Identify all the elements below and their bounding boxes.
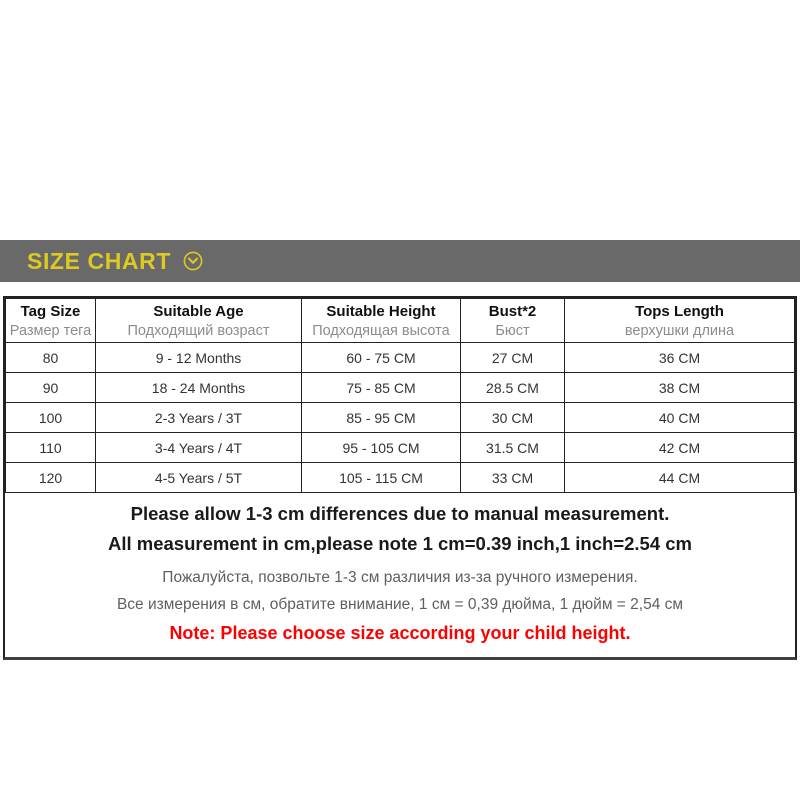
column-header-ru: Бюст bbox=[495, 322, 530, 339]
cell-tag-size: 80 bbox=[6, 343, 96, 373]
cell-tag-size: 90 bbox=[6, 373, 96, 403]
cell-bust: 33 CM bbox=[461, 463, 565, 493]
cell-suitable-age: 2-3 Years / 3T bbox=[96, 403, 302, 433]
cell-tops-length: 38 CM bbox=[565, 373, 795, 403]
column-header-ru: верхушки длина bbox=[624, 322, 735, 339]
cell-suitable-age: 18 - 24 Months bbox=[96, 373, 302, 403]
note-measurement-en-1: Please allow 1-3 cm differences due to manual measurement. bbox=[130, 503, 670, 524]
note-warning: Note: Please choose size according your child height. bbox=[169, 623, 631, 643]
table-row-size-80 bbox=[6, 343, 795, 373]
column-header-suitable-age bbox=[96, 299, 302, 343]
column-header-ru: Подходящий возраст bbox=[127, 322, 270, 339]
table-row-size-120 bbox=[6, 463, 795, 493]
cell-bust: 27 CM bbox=[461, 343, 565, 373]
cell-tops-length: 36 CM bbox=[565, 343, 795, 373]
banner-title: SIZE CHART bbox=[27, 247, 171, 274]
cell-suitable-age: 3-4 Years / 4T bbox=[96, 433, 302, 463]
notes-section bbox=[5, 493, 795, 657]
column-header-ru: Размер тега bbox=[9, 322, 92, 339]
cell-suitable-age: 9 - 12 Months bbox=[96, 343, 302, 373]
column-header-tag-size bbox=[6, 299, 96, 343]
cell-suitable-height: 75 - 85 CM bbox=[302, 373, 461, 403]
table-row-size-110 bbox=[6, 433, 795, 463]
column-header-tops-length bbox=[565, 299, 795, 343]
table-row-size-100 bbox=[6, 403, 795, 433]
cell-suitable-age: 4-5 Years / 5T bbox=[96, 463, 302, 493]
cell-tops-length: 40 CM bbox=[565, 403, 795, 433]
cell-tag-size: 110 bbox=[6, 433, 96, 463]
note-measurement-ru-2: Все измерения в см, обратите внимание, 1 см = 0,39 дюйма, 1 дюйм = 2,54 см bbox=[116, 596, 684, 613]
column-header-en: Tag Size bbox=[20, 302, 81, 320]
column-header-en: Suitable Height bbox=[326, 302, 436, 320]
size-chart-banner bbox=[0, 240, 800, 282]
cell-suitable-height: 85 - 95 CM bbox=[302, 403, 461, 433]
table-header-row bbox=[6, 299, 795, 343]
cell-suitable-height: 105 - 115 CM bbox=[302, 463, 461, 493]
note-measurement-en-2: All measurement in cm,please note 1 cm=0.39 inch,1 inch=2.54 cm bbox=[107, 533, 693, 554]
column-header-en: Suitable Age bbox=[153, 302, 244, 320]
cell-tops-length: 44 CM bbox=[565, 463, 795, 493]
column-header-ru: Подходящая высота bbox=[312, 322, 450, 339]
column-header-en: Bust*2 bbox=[488, 302, 537, 320]
cell-bust: 30 CM bbox=[461, 403, 565, 433]
top-whitespace bbox=[0, 0, 800, 240]
column-header-en: Tops Length bbox=[635, 302, 724, 320]
column-header-bust bbox=[461, 299, 565, 343]
chevron-down-circle-icon[interactable] bbox=[182, 250, 204, 272]
cell-tag-size: 100 bbox=[6, 403, 96, 433]
column-header-suitable-height bbox=[302, 299, 461, 343]
note-measurement-ru-1: Пожалуйста, позвольте 1-3 см различия из-за ручного измерения. bbox=[162, 569, 638, 586]
cell-tag-size: 120 bbox=[6, 463, 96, 493]
cell-suitable-height: 60 - 75 CM bbox=[302, 343, 461, 373]
cell-bust: 31.5 CM bbox=[461, 433, 565, 463]
table-row-size-90 bbox=[6, 373, 795, 403]
cell-suitable-height: 95 - 105 CM bbox=[302, 433, 461, 463]
cell-tops-length: 42 CM bbox=[565, 433, 795, 463]
cell-bust: 28.5 CM bbox=[461, 373, 565, 403]
size-chart-box bbox=[3, 296, 797, 660]
size-table bbox=[5, 298, 795, 493]
